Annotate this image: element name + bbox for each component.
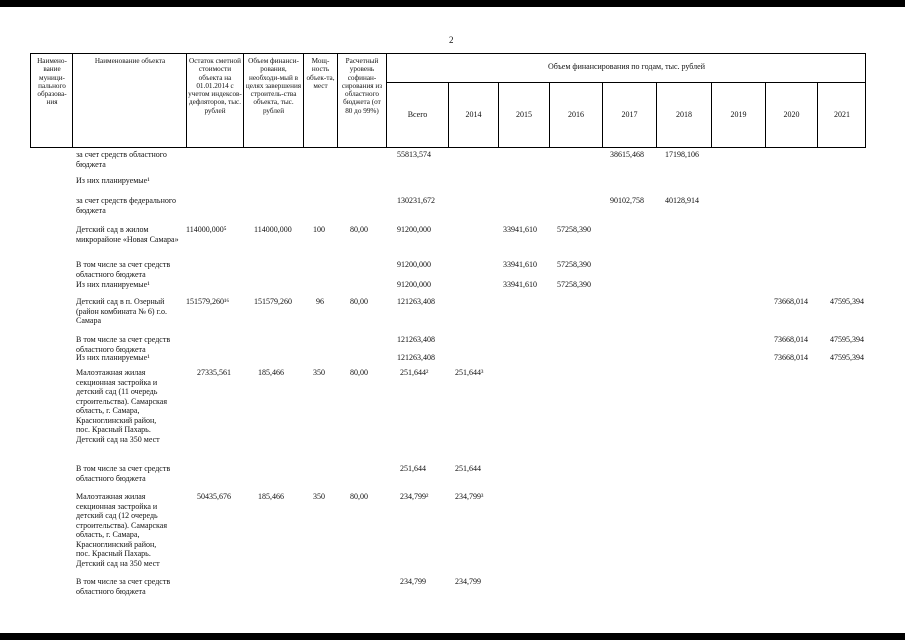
row-name: Малоэтажная жилая секционная застройка и детский сад (12 очередь строительства). Самарская область, г. Самара, Красноглинский район, пос. Красный Пахарь. Детский сад на 350 мест — [76, 492, 168, 568]
row-remainder: 114000,000⁵ — [186, 225, 227, 234]
header-cofinancing: Расчетный уровень софинан-сирования из областного бюджета (от 80 до 99%) — [341, 57, 383, 115]
row-2020: 73668,014 — [774, 353, 808, 362]
row-name: В том числе за счет средств областного бюджета — [76, 260, 171, 279]
row-volume: 151579,260 — [254, 297, 292, 306]
row-capacity: 350 — [313, 368, 325, 377]
row-name: Малоэтажная жилая секционная застройка и детский сад (11 очередь строительства). Самарская область, г. Самара, Красноглинский район, пос. Красный Пахарь. Детский сад на 350 мест — [76, 368, 168, 444]
row-total: 130231,672 — [397, 196, 435, 205]
header-total: Всего — [407, 110, 428, 119]
row-2014: 251,644³ — [455, 368, 484, 377]
row-2015: 33941,610 — [503, 280, 537, 289]
row-name: за счет средств федерального бюджета — [76, 196, 176, 215]
row-total: 91200,000 — [397, 280, 431, 289]
row-2016: 57258,390 — [557, 225, 591, 234]
table-header — [30, 53, 866, 148]
row-name: Из них планируемые¹ — [76, 280, 150, 289]
row-2015: 33941,610 — [503, 225, 537, 234]
row-2021: 47595,394 — [830, 297, 864, 306]
header-capacity: Мощ-ность объек-та, мест — [306, 57, 335, 90]
row-remainder: 27335,561 — [197, 368, 231, 377]
header-year-2017: 2017 — [621, 110, 638, 119]
row-remainder: 151579,260¹⁶ — [186, 297, 230, 306]
row-cofin: 80,00 — [350, 368, 368, 377]
row-2020: 73668,014 — [774, 297, 808, 306]
row-2017: 38615,468 — [610, 150, 644, 159]
row-2018: 17198,106 — [665, 150, 699, 159]
header-volume: Объем финанси-рования, необходи-мый в целях завершения строитель-ства объекта, тыс. рублей — [245, 57, 302, 115]
row-volume: 114000,000 — [254, 225, 292, 234]
header-year-2021: 2021 — [834, 110, 850, 119]
page-number: 2 — [449, 35, 454, 45]
row-2016: 57258,390 — [557, 280, 591, 289]
row-2014: 234,799³ — [455, 492, 484, 501]
row-cofin: 80,00 — [350, 297, 368, 306]
row-name: Детский сад в п. Озерный (район комбината № 6) г.о. Самара — [76, 297, 167, 325]
row-cofin: 80,00 — [350, 225, 368, 234]
row-total: 121263,408 — [397, 297, 435, 306]
row-2015: 33941,610 — [503, 260, 537, 269]
bottom-border — [0, 633, 905, 640]
header-municipality: Наимено-вание муници-пального образова-ния — [37, 57, 67, 107]
row-total: 55813,574 — [397, 150, 431, 159]
header-year-2018: 2018 — [676, 110, 692, 119]
row-2021: 47595,394 — [830, 353, 864, 362]
row-2016: 57258,390 — [557, 260, 591, 269]
row-total: 251,644² — [400, 368, 429, 377]
header-year-2016: 2016 — [568, 110, 584, 119]
row-total: 234,799 — [400, 577, 426, 586]
row-total: 91200,000 — [397, 260, 431, 269]
row-name: Детский сад в жилом микрорайоне «Новая Самара» — [76, 225, 179, 244]
row-capacity: 100 — [313, 225, 325, 234]
top-border — [0, 0, 905, 7]
row-total: 234,799² — [400, 492, 429, 501]
row-2018: 40128,914 — [665, 196, 699, 205]
row-name: Из них планируемые¹ — [76, 176, 150, 185]
row-2014: 251,644 — [455, 464, 481, 473]
header-funding: Объем финансирования по годам, тыс. рублей — [548, 62, 705, 71]
row-volume: 185,466 — [258, 492, 284, 501]
header-year-2015: 2015 — [516, 110, 532, 119]
row-name: за счет средств областного бюджета — [76, 150, 167, 169]
row-name: В том числе за счет средств областного бюджета — [76, 335, 171, 354]
row-2020: 73668,014 — [774, 335, 808, 344]
row-2017: 90102,758 — [610, 196, 644, 205]
header-remainder: Остаток сметной стоимости объекта на 01.01.2014 с учетом индексов-дефляторов, тыс. рублей — [188, 57, 242, 115]
row-volume: 185,466 — [258, 368, 284, 377]
row-name: В том числе за счет средств областного бюджета — [76, 464, 171, 483]
row-2021: 47595,394 — [830, 335, 864, 344]
row-2014: 234,799 — [455, 577, 481, 586]
row-remainder: 50435,676 — [197, 492, 231, 501]
row-total: 121263,408 — [397, 335, 435, 344]
header-year-2014: 2014 — [465, 110, 482, 119]
row-total: 251,644 — [400, 464, 426, 473]
row-total: 91200,000 — [397, 225, 431, 234]
row-capacity: 350 — [313, 492, 325, 501]
row-cofin: 80,00 — [350, 492, 368, 501]
header-year-2019: 2019 — [730, 110, 747, 119]
row-name: В том числе за счет средств областного бюджета — [76, 577, 171, 596]
row-total: 121263,408 — [397, 353, 435, 362]
row-name: Из них планируемые¹ — [76, 353, 150, 362]
header-object: Наименование объекта — [94, 57, 166, 65]
row-capacity: 96 — [316, 297, 324, 306]
header-year-2020: 2020 — [783, 110, 800, 119]
